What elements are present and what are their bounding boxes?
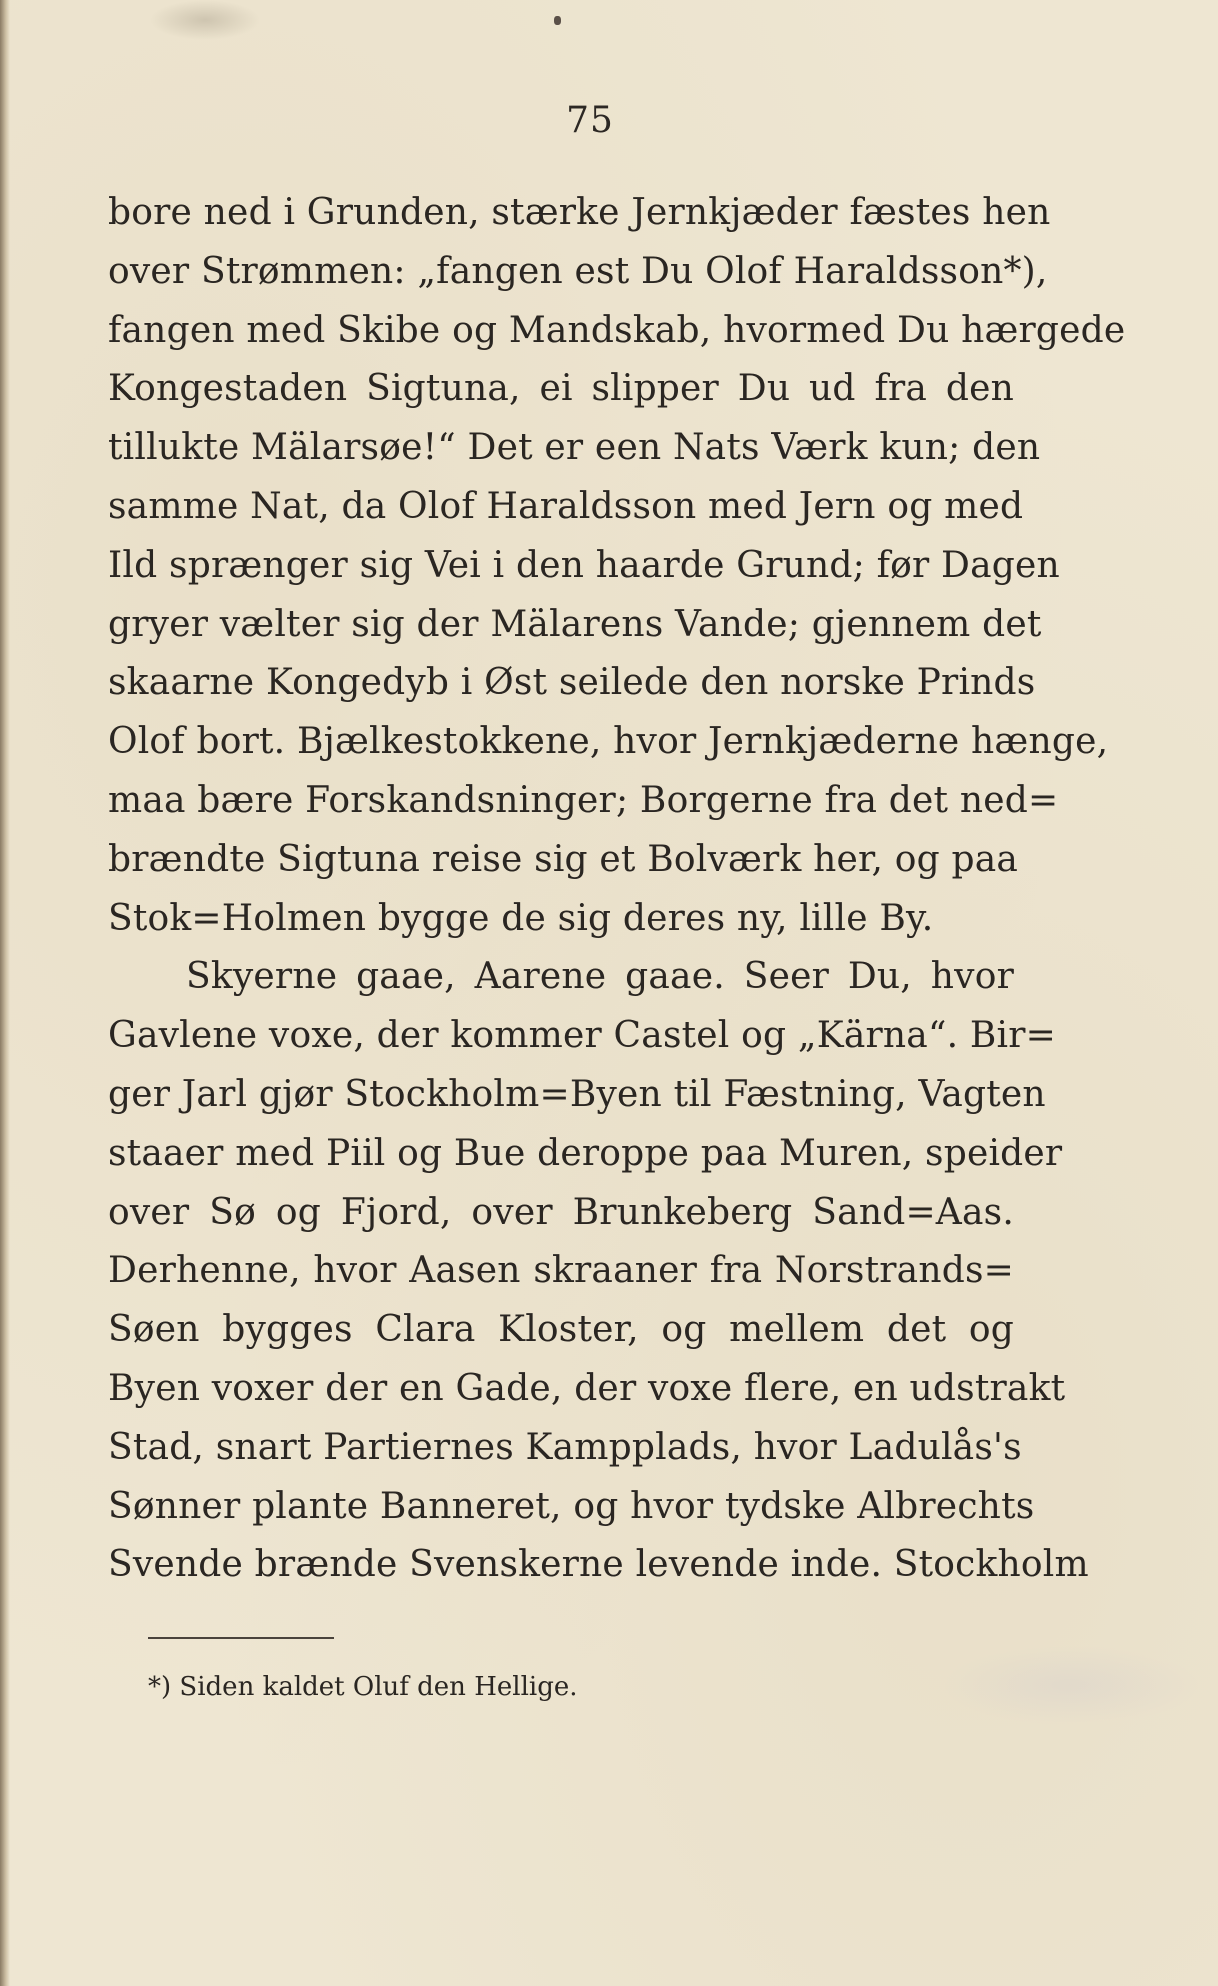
text-line: Byen voxer der en Gade, der voxe flere, en udstrakt — [108, 1367, 1066, 1409]
text-line: Derhenne, hvor Aasen skraaner fra Norstrands= — [108, 1250, 1014, 1292]
text-line: Søen bygges Clara Kloster, og mellem det og — [108, 1309, 1014, 1351]
text-line: Olof bort. Bjælkestokkene, hvor Jernkjæderne hænge, — [108, 721, 1109, 763]
footnote-divider — [148, 1637, 334, 1639]
text-line: tillukte Mälarsøe!“ Det er een Nats Værk kun; den — [108, 427, 1041, 469]
text-line: over Sø og Fjord, over Brunkeberg Sand=Aas. — [108, 1191, 1014, 1233]
text-line: staaer med Piil og Bue deroppe paa Muren, speider — [108, 1132, 1063, 1174]
body-text — [108, 184, 1126, 1595]
text-line: Kongestaden Sigtuna, ei slipper Du ud fra den — [108, 368, 1014, 410]
text-line: Sønner plante Banneret, og hvor tydske Albrechts — [108, 1485, 1035, 1527]
text-line: Stok=Holmen bygge de sig deres ny, lille By. — [108, 897, 934, 939]
text-line: samme Nat, da Olof Haraldsson med Jern og med — [108, 485, 1024, 527]
text-line: Gavlene voxe, der kommer Castel og „Kärna“. Bir= — [108, 1015, 1057, 1057]
text-line: bore ned i Grunden, stærke Jernkjæder fæstes hen — [108, 192, 1051, 233]
page-number: 75 — [566, 100, 614, 141]
text-line: Ild sprænger sig Vei i den haarde Grund; før Dagen — [108, 544, 1060, 586]
text-line: brændte Sigtuna reise sig et Bolværk her, og paa — [108, 838, 1019, 880]
text-line: gryer vælter sig der Mälarens Vande; gjennem det — [108, 603, 1042, 645]
text-line: Svende brænde Svenskerne levende inde. Stockholm — [108, 1544, 1089, 1586]
text-line: over Strømmen: „fangen est Du Olof Haraldsson*), — [108, 250, 1048, 292]
footnote: *) Siden kaldet Oluf den Hellige. — [148, 1672, 578, 1702]
paper-smudge — [150, 0, 260, 40]
ink-bleed-through — [940, 1645, 1200, 1725]
text-line: maa bære Forskandsninger; Borgerne fra det ned= — [108, 779, 1059, 821]
page-binding-edge — [0, 0, 10, 1986]
text-line: Stad, snart Partiernes Kampplads, hvor Ladulås's — [108, 1426, 1022, 1468]
text-line: Skyerne gaae, Aarene gaae. Seer Du, hvor — [186, 956, 1014, 998]
text-line: skaarne Kongedyb i Øst seilede den norske Prinds — [108, 662, 1036, 704]
ink-dot — [554, 16, 561, 25]
text-line: ger Jarl gjør Stockholm=Byen til Fæstning, Vagten — [108, 1073, 1046, 1115]
text-line: fangen med Skibe og Mandskab, hvormed Du hærgede — [108, 309, 1126, 351]
